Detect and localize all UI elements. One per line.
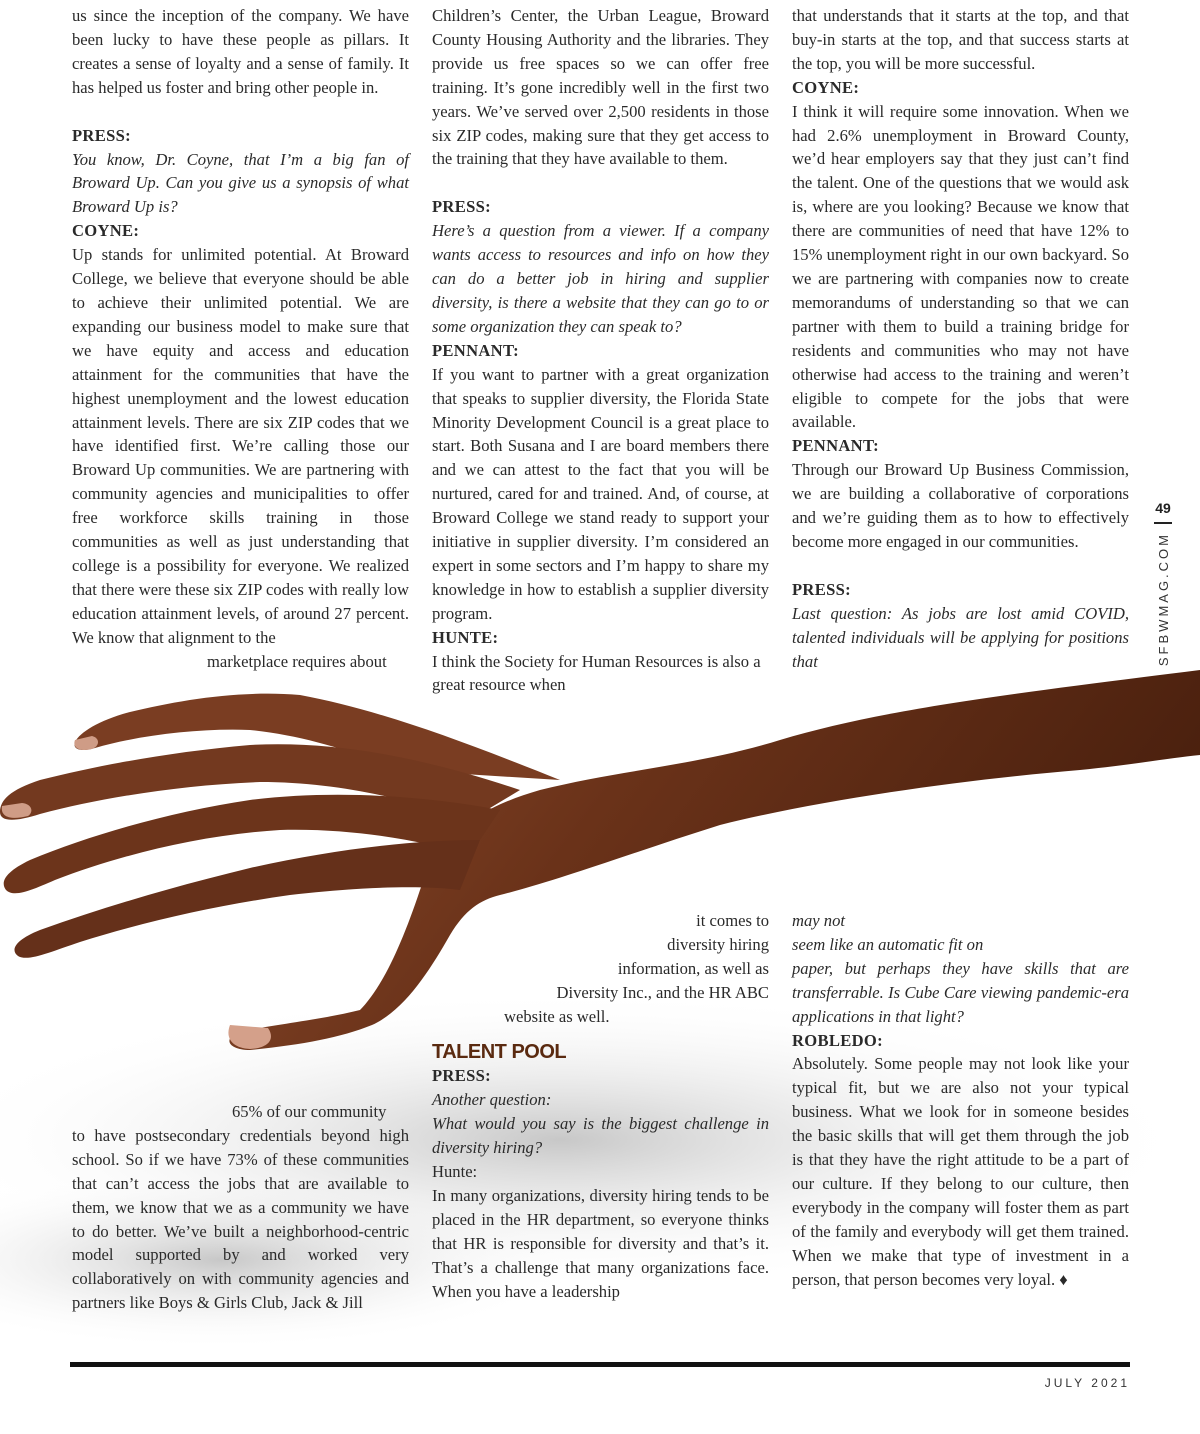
continuation-line: it comes to [696, 911, 769, 930]
section-heading: TALENT POOL [432, 1040, 567, 1063]
question-continuation: paper, but perhaps they have skills that are transferrable. Is Cube Care viewing pandemic-era applications in that light? [792, 958, 1129, 1026]
column-2-bottom [432, 909, 769, 1304]
paragraph: that understands that it starts at the top, and that buy-in starts at the top, and that success starts at the top, you will be more successful. [792, 6, 1129, 73]
paragraph: Children’s Center, the Urban League, Broward County Housing Authority and the libraries. They provide us free spaces so we can offer free training. It’s gone incredibly well in the first two years. We’ve served over 2,500 residents in those six ZIP codes, making sure that they get access to the training that they have available to them. [432, 6, 769, 169]
question-continuation: seem like an automatic fit on [792, 934, 984, 954]
answer: If you want to partner with a great organization that speaks to supplier diversity, the Florida State Minority Development Council is a great place to start. Both Susana and I are board members there and we can attest to the fact that you will be nurtured, cared for and trained. And, of course, at Broward College we stand ready to support your initiative in supplier diversity. I’m considered an expert in some sectors and I’m happy to share my knowledge in how to establish a supplier diversity program. [432, 364, 769, 623]
speaker-label: PRESS: [792, 579, 851, 599]
answer: I think the Society for Human Resources is also a great resource when [432, 651, 761, 695]
speaker-label: COYNE: [792, 77, 860, 97]
column-3 [792, 4, 1129, 673]
continuation-line: information, as well as [617, 958, 769, 978]
question: Here’s a question from a viewer. If a company wants access to resources and info on how they can do a better job in hiring and supplier diversity, is there a website that they can go to or some organization they can speak to? [432, 221, 769, 336]
paragraph-lead: 65% of our community [232, 1102, 387, 1121]
question: Last question: As jobs are lost amid COVID, talented individuals will be applying for positions that [792, 603, 1129, 671]
column-1-bottom [72, 1100, 409, 1315]
question: What would you say is the biggest challenge in diversity hiring? [432, 1114, 769, 1158]
continuation-line: website as well. [504, 1006, 610, 1026]
answer-continuation: marketplace requires about [207, 651, 387, 671]
answer: Through our Broward Up Business Commission, we are building a collaborative of corporations and we’re guiding them as to how to effectively become more engaged in our communities. [792, 460, 1129, 551]
column-3-bottom [792, 909, 1129, 1292]
website-label: SFBWMAG.COM [1155, 532, 1171, 667]
speaker-label: PRESS: [72, 125, 131, 145]
speaker-label: HUNTE: [432, 627, 499, 647]
speaker-label: PRESS: [432, 1066, 491, 1086]
paragraph: to have postsecondary credentials beyond high school. So if we have 73% of these communities that can’t access the jobs that are available to them, we know that we as a community we have to do better. We’ve built a neighborhood-centric model supported by and worked very collaboratively on with community agencies and partners like Boys & Girls Club, Jack & Jill [72, 1125, 409, 1313]
side-folio [1148, 500, 1178, 666]
footer-rule [70, 1362, 1130, 1367]
column-1 [72, 4, 409, 673]
answer: I think it will require some innovation. When we had 2.6% unemployment in Broward County, we’d hear employers say that they just can’t find the talent. One of the questions that we would ask is, where are you looking? Because we know that there are communities of need that have 12% to 15% unemployment right in our own backyard. So we are partnering with companies now to create memorandums of understanding so that we can partner with them to build a training bridge for residents and communities who may not have otherwise had access to the training and weren’t eligible to compete for the jobs that were available. [792, 101, 1129, 432]
speaker-label: PENNANT: [432, 340, 519, 360]
speaker-label: PENNANT: [792, 436, 879, 456]
paragraph: us since the inception of the company. We have been lucky to have these people as pillars. It creates a sense of loyalty and a sense of family. It has helped us foster and bring other people in. [72, 6, 409, 97]
continuation-line: Diversity Inc., and the HR ABC [556, 982, 769, 1002]
speaker-label: Hunte: [432, 1162, 478, 1182]
speaker-label: ROBLEDO: [792, 1030, 883, 1050]
issue-date: JULY 2021 [1044, 1376, 1130, 1390]
answer: In many organizations, diversity hiring tends to be placed in the HR department, so everyone thinks that HR is responsible for diversity and that’s it. That’s a challenge that many organizations face. When you have a leadership [432, 1185, 769, 1301]
answer: Up stands for unlimited potential. At Broward College, we believe that everyone should be able to achieve their unlimited potential. We are expanding our business model to make sure that we have equity and access and education attainment for the communities that have the highest unemployment and the lowest education attainment levels. There are six ZIP codes that we have identified first. We’re calling those our Broward Up communities. We are partnering with community agencies and municipalities to offer free workforce skills training in those communities as well as just understanding that college is a possibility for everyone. We realized that there were these six ZIP codes with really low education attainment levels, of around 27 percent. We know that alignment to the [72, 245, 409, 647]
question: You know, Dr. Coyne, that I’m a big fan of Broward Up. Can you give us a synopsis of what Broward Up is? [72, 149, 409, 217]
speaker-label: PRESS: [432, 197, 491, 217]
answer: Absolutely. Some people may not look like your typical fit, but we are also not your typical business. What we look for in someone besides the basic skills that will get them through the job is that they have the right attitude to be a part of our culture. If they belong to our culture, then everybody in the company will foster them as part of the family and everybody will get them trained. When we make that type of investment in a person, that person becomes very loyal. ♦ [792, 1054, 1129, 1289]
question: Another question: [432, 1090, 552, 1110]
column-2 [432, 4, 769, 697]
speaker-label: COYNE: [72, 221, 140, 241]
question-continuation: may not [792, 911, 845, 930]
page-number: 49 [1155, 500, 1171, 516]
continuation-line: diversity hiring [667, 934, 769, 954]
divider [1154, 522, 1172, 524]
